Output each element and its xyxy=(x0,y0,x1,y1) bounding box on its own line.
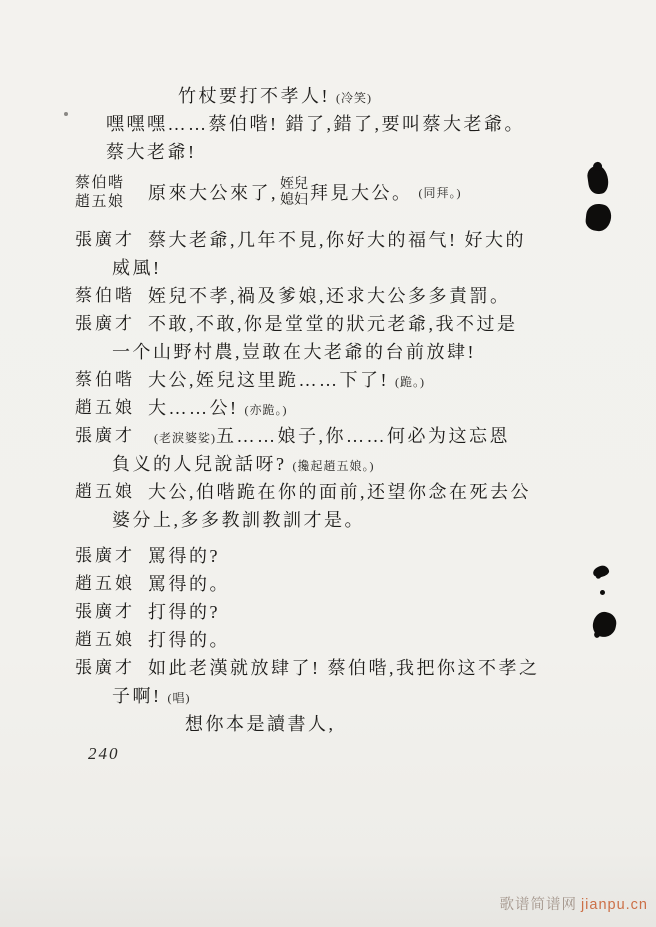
dialogue-text xyxy=(148,282,511,310)
ink-blot xyxy=(600,590,605,595)
script-line xyxy=(0,366,656,394)
dialogue-text xyxy=(148,394,288,422)
line-text: 蔡大老爺! xyxy=(106,142,197,162)
speaker-name: 趙五娘 xyxy=(75,574,135,593)
line-text: 打得的。 xyxy=(148,630,230,650)
script-line xyxy=(0,598,656,626)
dialogue-text xyxy=(112,686,191,706)
dialogue-text xyxy=(178,86,372,106)
stage-direction: (跪。) xyxy=(395,375,425,389)
speaker-name: 蔡伯喈 xyxy=(75,370,135,389)
dialogue-text xyxy=(106,114,525,134)
dialogue-text xyxy=(148,654,540,682)
script-line xyxy=(0,166,656,220)
line-text: 大公,姪兒这里跪……下了! xyxy=(148,370,389,390)
line-text: 一个山野村農,豈敢在大老爺的台前放肆! xyxy=(112,342,476,362)
line-text: 五……娘子,你……何必为这忘恩 xyxy=(216,426,510,446)
dialogue-text xyxy=(185,714,336,734)
script-line xyxy=(0,254,656,282)
speaker-name: 趙五娘 xyxy=(75,398,135,417)
line-text: 原來大公來了, xyxy=(148,183,278,203)
watermark xyxy=(499,893,648,914)
dialogue-text xyxy=(148,598,220,626)
stage-direction: (亦跪。) xyxy=(244,403,288,417)
line-text: 大……公! xyxy=(148,398,239,418)
script-line xyxy=(0,626,656,654)
script-line xyxy=(0,282,656,310)
dialogue-text xyxy=(148,422,510,450)
line-text: 嘿嘿嘿……蔡伯喈! 錯了,錯了,要叫蔡大老爺。 xyxy=(106,114,525,134)
stage-direction: (攙起趙五娘。) xyxy=(292,459,375,473)
page-number: 240 xyxy=(88,744,120,763)
speaker-name: 張廣才 xyxy=(75,230,135,249)
stage-direction: (唱) xyxy=(167,691,191,705)
speaker-name: 張廣才 xyxy=(75,314,135,333)
script-line xyxy=(0,506,656,534)
line-text: 婆分上,多多教訓教訓才是。 xyxy=(112,510,365,530)
line-text: 如此老漢就放肆了! 蔡伯喈,我把你这不孝之 xyxy=(148,658,540,678)
scan-speck xyxy=(64,112,68,116)
dialogue-text xyxy=(112,342,476,362)
dialogue-text xyxy=(148,310,518,338)
stage-direction: (冷笑) xyxy=(336,91,372,105)
dialogue-text xyxy=(112,454,375,474)
line-text: 大公,伯喈跪在你的面前,还望你念在死去公 xyxy=(148,482,531,502)
speaker-name: 張廣才 xyxy=(75,658,135,677)
dialogue-text xyxy=(148,478,531,506)
script-line xyxy=(0,570,656,598)
script-line xyxy=(0,82,656,110)
script-line xyxy=(0,338,656,366)
script-line xyxy=(0,710,656,738)
line-text: 姪兒不孝,禍及爹娘,还求大公多多責罰。 xyxy=(148,286,511,306)
stage-direction: (老淚婆娑) xyxy=(154,431,216,445)
line-text: 拜見大公。 xyxy=(310,183,413,203)
script-line xyxy=(0,450,656,478)
stage-direction: (同拜。) xyxy=(418,186,462,200)
script-line xyxy=(0,682,656,710)
script-line xyxy=(0,422,656,450)
speaker-name: 張廣才 xyxy=(75,426,135,445)
line-text: 威風! xyxy=(112,258,162,278)
line-text: 竹杖要打不孝人! xyxy=(178,86,330,106)
script-line xyxy=(0,138,656,166)
dialogue-text xyxy=(148,226,526,254)
watermark-site-name: 歌谱简谱网 xyxy=(499,897,577,913)
watermark-site-url: jianpu.cn xyxy=(580,897,648,913)
script-line xyxy=(0,478,656,506)
speaker-name: 趙五娘 xyxy=(75,482,135,501)
line-text: 子啊! xyxy=(112,686,162,706)
dialogue-text xyxy=(112,258,162,278)
dialogue-text xyxy=(112,510,365,530)
line-text: 罵得的? xyxy=(148,546,220,566)
dialogue-text xyxy=(148,366,425,394)
line-text: 不敢,不敢,你是堂堂的狀元老爺,我不过是 xyxy=(148,314,518,334)
speaker-name: 張廣才 xyxy=(75,602,135,621)
speaker-name: 趙五娘 xyxy=(75,630,135,649)
speaker-name: 蔡伯喈 xyxy=(75,286,135,305)
line-text: 罵得的。 xyxy=(148,574,230,594)
line-text: 負义的人兒說話呀? xyxy=(112,454,287,474)
script-line xyxy=(0,654,656,682)
line-text: 蔡大老爺,几年不見,你好大的福气! 好大的 xyxy=(148,230,526,250)
speaker-name: 張廣才 xyxy=(75,546,135,565)
dialogue-text xyxy=(148,177,462,209)
dialogue-text xyxy=(148,542,220,570)
script-line xyxy=(0,394,656,422)
line-text: 想你本是讀書人, xyxy=(185,714,336,734)
dialogue-text xyxy=(106,142,197,162)
dialogue-text xyxy=(148,626,230,654)
stacked-words: 姪兒 媳妇 xyxy=(280,177,308,208)
dialogue-text xyxy=(148,570,230,598)
script-line xyxy=(0,226,656,254)
speaker-names-stacked: 蔡伯喈 趙五娘 xyxy=(75,175,125,210)
script-line xyxy=(0,310,656,338)
script-line xyxy=(0,110,656,138)
line-text: 打得的? xyxy=(148,602,220,622)
script-line xyxy=(0,542,656,570)
